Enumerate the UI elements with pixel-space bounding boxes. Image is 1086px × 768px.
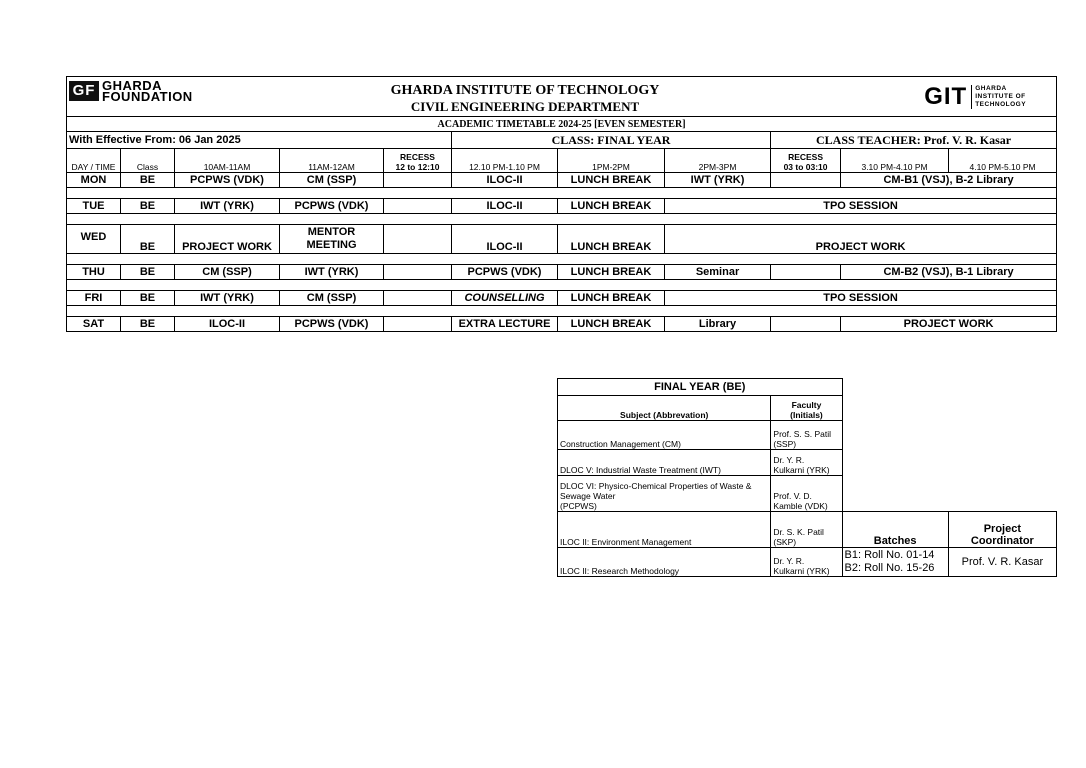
gharda-foundation-logo: [67, 77, 280, 117]
class-cell: BE: [121, 173, 175, 188]
git-logo: [771, 77, 1057, 117]
logo-left-line1: GHARDA: [102, 78, 163, 93]
row-fri: [67, 291, 1057, 306]
recess-cell: [771, 265, 841, 280]
slot-cell: PCPWS (VDK): [280, 199, 384, 214]
slot-cell: ILOC-II: [452, 225, 558, 254]
subject-cell: DLOC VI: Physico-Chemical Properties of Waste & Sewage Water (PCPWS): [558, 476, 771, 512]
slot-cell: PROJECT WORK: [665, 225, 1057, 254]
slot-cell: TPO SESSION: [665, 199, 1057, 214]
batches-cell: B1: Roll No. 01-14 B2: Roll No. 15-26: [842, 548, 948, 577]
git-logo-line1: GHARDA: [975, 84, 1007, 92]
recess-cell: [771, 173, 841, 188]
col-slot2: 11AM-12AM: [280, 149, 384, 173]
slot-cell: LUNCH BREAK: [558, 173, 665, 188]
faculty-header: Faculty (Initials): [771, 396, 842, 421]
row-thu: [67, 265, 1057, 280]
git-logo-icon: GIT: [924, 82, 968, 110]
recess-cell: [384, 291, 452, 306]
spacer-row: [67, 280, 1057, 291]
recess-cell: [771, 317, 841, 332]
slot-cell: ILOC-II: [452, 173, 558, 188]
git-logo-line2: INSTITUTE OF: [975, 92, 1026, 100]
col-recess2: RECESS 03 to 03:10: [771, 149, 841, 173]
row-sat: [67, 317, 1057, 332]
recess-cell: [384, 173, 452, 188]
col-slot7: 4.10 PM-5.10 PM: [949, 149, 1057, 173]
git-logo-line3: TECHNOLOGY: [975, 100, 1027, 108]
spacer-row: [67, 188, 1057, 199]
class-cell: BE: [121, 265, 175, 280]
faculty-cell: Dr. S. K. Patil (SKP): [771, 512, 842, 548]
col-slot1: 10AM-11AM: [175, 149, 280, 173]
slot-cell: IWT (YRK): [175, 291, 280, 306]
slot-cell: PROJECT WORK: [841, 317, 1057, 332]
subject-cell: ILOC II: Research Methodology: [558, 548, 771, 577]
spacer-row: [67, 254, 1057, 265]
spacer-row: [67, 214, 1057, 225]
recess-cell: [384, 225, 452, 254]
slot-cell: CM-B2 (VSJ), B-1 Library: [841, 265, 1057, 280]
slot-cell: COUNSELLING: [452, 291, 558, 306]
academic-title: ACADEMIC TIMETABLE 2024-25 [EVEN SEMESTER]: [67, 117, 1057, 132]
slot-cell: PCPWS (VDK): [175, 173, 280, 188]
spacer-row: [67, 306, 1057, 317]
slot-cell: LUNCH BREAK: [558, 291, 665, 306]
slot-cell: IWT (YRK): [175, 199, 280, 214]
slot-cell: TPO SESSION: [665, 291, 1057, 306]
slot-cell: CM (SSP): [280, 291, 384, 306]
recess-cell: [384, 265, 452, 280]
faculty-table: [557, 378, 1057, 577]
class-teacher: CLASS TEACHER: Prof. V. R. Kasar: [771, 132, 1057, 149]
slot-cell: ILOC-II: [175, 317, 280, 332]
day-cell: FRI: [67, 291, 121, 306]
slot-cell: Library: [665, 317, 771, 332]
effective-date: With Effective From: 06 Jan 2025: [67, 132, 452, 149]
slot-cell: MENTOR MEETING: [280, 225, 384, 254]
day-cell: THU: [67, 265, 121, 280]
subject-cell: Construction Management (CM): [558, 421, 771, 450]
logo-left-line2: FOUNDATION: [102, 89, 193, 104]
subject-header: Subject (Abbrevation): [558, 396, 771, 421]
class-cell: BE: [121, 225, 175, 254]
col-slot4: 1PM-2PM: [558, 149, 665, 173]
slot-cell: PROJECT WORK: [175, 225, 280, 254]
slot-cell: CM (SSP): [280, 173, 384, 188]
coordinator-cell: Prof. V. R. Kasar: [948, 548, 1056, 577]
day-cell: SAT: [67, 317, 121, 332]
recess-cell: [384, 199, 452, 214]
day-cell: TUE: [67, 199, 121, 214]
slot-cell: IWT (YRK): [280, 265, 384, 280]
col-recess1: RECESS 12 to 12:10: [384, 149, 452, 173]
class-cell: BE: [121, 317, 175, 332]
col-slot5: 2PM-3PM: [665, 149, 771, 173]
faculty-cell: Dr. Y. R. Kulkarni (YRK): [771, 450, 842, 476]
class-label: CLASS: FINAL YEAR: [452, 132, 771, 149]
slot-cell: LUNCH BREAK: [558, 225, 665, 254]
col-slot6: 3.10 PM-4.10 PM: [841, 149, 949, 173]
row-mon: [67, 173, 1057, 188]
coordinator-header: Project Coordinator: [948, 512, 1056, 548]
recess-cell: [384, 317, 452, 332]
slot-cell: PCPWS (VDK): [452, 265, 558, 280]
slot-cell: LUNCH BREAK: [558, 317, 665, 332]
class-cell: BE: [121, 291, 175, 306]
col-slot3: 12.10 PM-1.10 PM: [452, 149, 558, 173]
slot-cell: CM-B1 (VSJ), B-2 Library: [841, 173, 1057, 188]
faculty-cell: Prof. V. D. Kamble (VDK): [771, 476, 842, 512]
class-cell: BE: [121, 199, 175, 214]
col-class: Class: [121, 149, 175, 173]
slot-cell: LUNCH BREAK: [558, 199, 665, 214]
faculty-row: [558, 548, 1057, 577]
faculty-row: [558, 512, 1057, 548]
faculty-cell: Prof. S. S. Patil (SSP): [771, 421, 842, 450]
batches-header: Batches: [842, 512, 948, 548]
row-wed: [67, 225, 1057, 254]
day-cell: MON: [67, 173, 121, 188]
gf-logo-icon: GF: [69, 81, 99, 101]
blank-area: [842, 379, 1056, 512]
institute-name: GHARDA INSTITUTE OF TECHNOLOGY: [280, 77, 771, 99]
subject-cell: DLOC V: Industrial Waste Treatment (IWT): [558, 450, 771, 476]
faculty-cell: Dr. Y. R. Kulkarni (YRK): [771, 548, 842, 577]
row-tue: [67, 199, 1057, 214]
slot-cell: PCPWS (VDK): [280, 317, 384, 332]
slot-cell: ILOC-II: [452, 199, 558, 214]
slot-cell: CM (SSP): [175, 265, 280, 280]
slot-cell: IWT (YRK): [665, 173, 771, 188]
department-name: CIVIL ENGINEERING DEPARTMENT: [280, 99, 771, 117]
timetable: [66, 76, 1057, 332]
slot-cell: Seminar: [665, 265, 771, 280]
col-day-time: DAY / TIME: [67, 149, 121, 173]
slot-cell: EXTRA LECTURE: [452, 317, 558, 332]
slot-cell: LUNCH BREAK: [558, 265, 665, 280]
faculty-table-title: FINAL YEAR (BE): [558, 379, 843, 396]
day-cell: WED: [67, 225, 121, 254]
subject-cell: ILOC II: Environment Management: [558, 512, 771, 548]
